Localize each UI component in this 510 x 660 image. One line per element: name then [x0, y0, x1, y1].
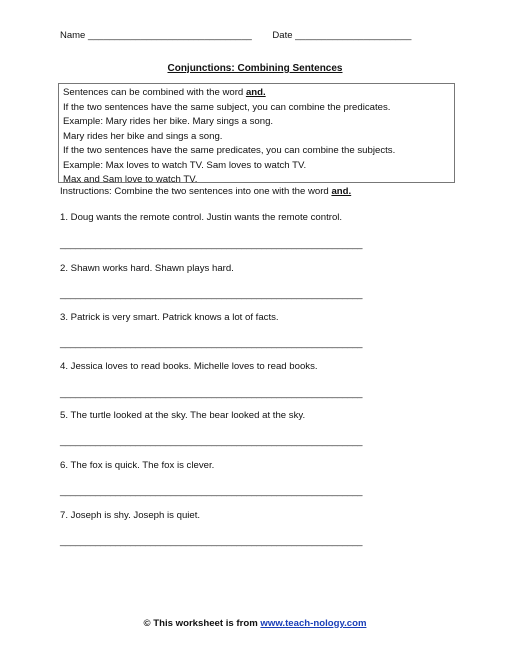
question-5: 5. The turtle looked at the sky. The bear looked at the sky.	[60, 410, 306, 421]
info-line-3: Example: Mary rides her bike. Mary sings a song.	[63, 116, 274, 127]
answer-line-4[interactable]: ____________________________________________________________	[60, 388, 363, 399]
answer-line-7[interactable]: ____________________________________________________________	[60, 536, 363, 547]
info-line-2: If the two sentences have the same subject, you can combine the predicates.	[63, 101, 391, 113]
info-line-5: If the two sentences have the same predicates, you can combine the subjects.	[63, 145, 396, 156]
instructions-text: Instructions: Combine the two sentences into one with the word	[60, 186, 332, 197]
question-7: 7. Joseph is shy. Joseph is quiet.	[60, 510, 201, 521]
footer-text: © This worksheet is from	[143, 618, 261, 629]
info-box	[58, 83, 455, 183]
info-line-7: Max and Sam love to watch TV.	[63, 174, 198, 185]
footer-link[interactable]: www.teach-nology.com	[260, 618, 367, 629]
answer-line-2[interactable]: ____________________________________________________________	[60, 289, 363, 300]
footer	[0, 618, 510, 629]
question-1: 1. Doug wants the remote control. Justin wants the remote control.	[60, 212, 343, 223]
name-field[interactable]: Name _______________________________	[60, 30, 252, 41]
question-6: 6. The fox is quick. The fox is clever.	[60, 460, 215, 471]
info-line-6: Example: Max loves to watch TV. Sam loves to watch TV.	[63, 159, 307, 171]
answer-line-1[interactable]: ____________________________________________________________	[60, 239, 363, 250]
header-row	[60, 30, 411, 41]
instructions-keyword: and.	[331, 186, 352, 197]
question-4: 4. Jessica loves to read books. Michelle loves to read books.	[60, 361, 318, 372]
answer-line-5[interactable]: ____________________________________________________________	[60, 436, 363, 447]
info-keyword: and.	[245, 87, 266, 98]
question-3: 3. Patrick is very smart. Patrick knows a lot of facts.	[60, 312, 279, 323]
info-line-1-text: Sentences can be combined with the word	[63, 87, 246, 98]
info-line-1	[63, 86, 450, 101]
question-2: 2. Shawn works hard. Shawn plays hard.	[60, 263, 234, 274]
date-field[interactable]: Date ______________________	[272, 30, 412, 41]
answer-line-6[interactable]: ____________________________________________________________	[60, 486, 363, 497]
info-line-4: Mary rides her bike and sings a song.	[63, 130, 223, 142]
instructions	[60, 186, 351, 197]
answer-line-3[interactable]: ____________________________________________________________	[60, 338, 363, 349]
worksheet-title: Conjunctions: Combining Sentences	[167, 63, 343, 74]
